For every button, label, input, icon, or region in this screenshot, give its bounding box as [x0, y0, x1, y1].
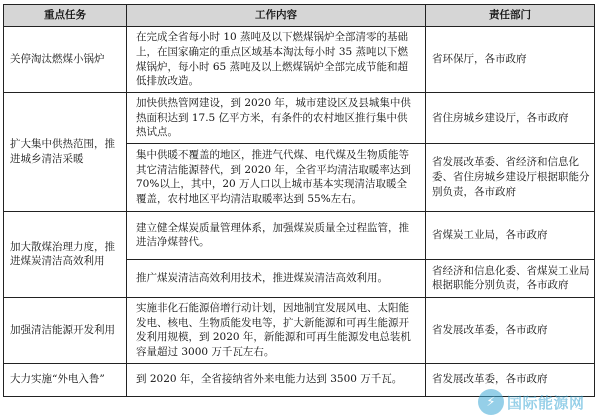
task-table — [3, 4, 594, 397]
content-cell: 实施非化石能源倍增行动计划，因地制宜发展风电、太阳能发电、核电、生物质能发电等，扩大新能源和可再生能源开发利用规模，到 2020 年，新能源和可再生能源发电总装机容量超过 3000 万千瓦左右。 — [127, 297, 426, 363]
site-watermark — [478, 387, 596, 417]
content-cell: 推广煤炭清洁高效利用技术，推进煤炭清洁高效利用。 — [127, 259, 426, 297]
task-cell: 扩大集中供热范围，推进城乡清洁采暖 — [4, 93, 127, 212]
table-row — [4, 297, 595, 363]
content-cell: 加快供热管网建设，到 2020 年，城市建设区及县城集中供热面积达到 17.5 亿平方米，有条件的农村地区推行集中供热试点。 — [127, 93, 426, 144]
table-row — [4, 211, 595, 259]
content-cell: 集中供暖不覆盖的地区，推进气代煤、电代煤及生物质能等其它清洁能源替代，到 2020 年，全省平均清洁取暖率达到 70%以上，其中，20 万人口以上城市基本实现清洁取暖全覆盖，农村地区平均清洁取暖率达到 55%左右。 — [127, 143, 426, 211]
task-table-grid — [3, 4, 595, 397]
task-cell: 关停淘汰燃煤小锅炉 — [4, 27, 127, 93]
dept-cell: 省发展改革委，各市政府 — [426, 297, 595, 363]
watermark-text: 国际能源网 — [507, 393, 585, 412]
lightning-logo-icon: ⚡ — [478, 389, 504, 415]
task-cell: 大力实施“外电入鲁” — [4, 363, 127, 396]
content-cell: 建立健全煤炭质量管理体系，加强煤炭质量全过程监管，推进洁净煤替代。 — [127, 211, 426, 259]
table-row — [4, 27, 595, 93]
header-key-task: 重点任务 — [4, 5, 127, 27]
dept-cell: 省住房城乡建设厅，各市政府 — [426, 93, 595, 144]
header-responsible-dept: 责任部门 — [426, 5, 595, 27]
content-cell: 到 2020 年，全省接纳省外来电能力达到 3500 万千瓦。 — [127, 363, 426, 396]
table-header-row — [4, 5, 595, 27]
dept-cell: 省煤炭工业局，各市政府 — [426, 211, 595, 259]
dept-cell: 省发展改革委，各市政府 — [426, 363, 595, 396]
table-row — [4, 93, 595, 144]
content-cell: 在完成全省每小时 10 蒸吨及以下燃煤锅炉全部清零的基础上，在国家确定的重点区域基本淘汰每小时 35 蒸吨以下燃煤锅炉，每小时 65 蒸吨及以上燃煤锅炉全部完成节能和超低排放改造。 — [127, 27, 426, 93]
task-cell: 加大散煤治理力度，推进煤炭清洁高效利用 — [4, 211, 127, 297]
dept-cell: 省环保厅，各市政府 — [426, 27, 595, 93]
dept-cell: 省发展改革委、省经济和信息化委、省住房城乡建设厅根据职能分别负责，各市政府 — [426, 143, 595, 211]
header-work-content: 工作内容 — [127, 5, 426, 27]
task-cell: 加强清洁能源开发利用 — [4, 297, 127, 363]
dept-cell: 省经济和信息化委、省煤炭工业局根据职能分别负责，各市政府 — [426, 259, 595, 297]
